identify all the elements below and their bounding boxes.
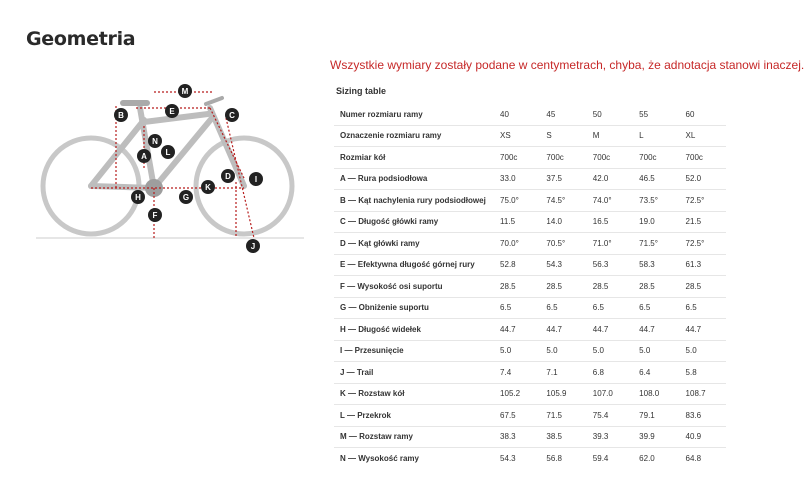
- table-cell: 6.5: [633, 297, 679, 319]
- table-cell: 39.3: [587, 426, 633, 448]
- table-cell: 75.4: [587, 405, 633, 427]
- svg-text:C: C: [229, 111, 235, 120]
- table-cell: 52.8: [494, 254, 540, 276]
- table-cell: 6.5: [494, 297, 540, 319]
- row-label: K — Rozstaw kół: [334, 383, 494, 405]
- table-row: [334, 104, 726, 125]
- table-cell: 67.5: [494, 405, 540, 427]
- table-cell: 46.5: [633, 168, 679, 190]
- table-cell: 39.9: [633, 426, 679, 448]
- table-cell: 71.0°: [587, 233, 633, 255]
- table-cell: XL: [680, 125, 726, 147]
- sizing-table-title: Sizing table: [336, 86, 387, 96]
- svg-text:F: F: [152, 211, 158, 220]
- table-cell: 700c: [633, 147, 679, 169]
- table-cell: 60: [685, 109, 695, 119]
- table-cell: 72.5°: [680, 233, 726, 255]
- table-row: [334, 362, 726, 384]
- table-cell: 52.0: [680, 168, 726, 190]
- table-cell: 700c: [680, 147, 726, 169]
- table-row: [334, 340, 726, 362]
- table-cell: 28.5: [540, 276, 586, 298]
- table-cell: 7.1: [540, 362, 586, 384]
- table-cell: 7.4: [494, 362, 540, 384]
- table-cell: 16.5: [587, 211, 633, 233]
- badge-g: [179, 190, 193, 204]
- table-row: [334, 405, 726, 427]
- table-cell: 19.0: [633, 211, 679, 233]
- badge-c: [225, 108, 239, 122]
- table-cell: 700c: [587, 147, 633, 169]
- table-cell: 700c: [540, 147, 586, 169]
- table-cell: 83.6: [680, 405, 726, 427]
- table-row: [334, 297, 726, 319]
- table-cell: 105.2: [494, 383, 540, 405]
- table-row: [334, 254, 726, 276]
- table-row: [334, 448, 726, 469]
- table-cell: 14.0: [540, 211, 586, 233]
- table-cell: 6.5: [540, 297, 586, 319]
- table-row: [334, 168, 726, 190]
- svg-text:K: K: [205, 183, 211, 192]
- row-label: G — Obniżenie suportu: [334, 297, 494, 319]
- badge-f: [148, 208, 162, 222]
- table-cell: 70.5°: [540, 233, 586, 255]
- badge-d: [221, 169, 235, 183]
- table-cell: 28.5: [494, 276, 540, 298]
- table-cell: 5.0: [633, 340, 679, 362]
- svg-text:A: A: [141, 152, 147, 161]
- svg-text:E: E: [169, 107, 175, 116]
- table-cell: 71.5: [540, 405, 586, 427]
- table-cell: 108.0: [633, 383, 679, 405]
- table-row: [334, 147, 726, 169]
- row-label: C — Długość główki ramy: [334, 211, 494, 233]
- table-cell: 107.0: [587, 383, 633, 405]
- row-label: A — Rura podsiodłowa: [334, 168, 494, 190]
- badge-h: [131, 190, 145, 204]
- table-cell: 59.4: [587, 448, 633, 469]
- svg-text:G: G: [182, 193, 190, 202]
- table-cell: 70.0°: [494, 233, 540, 255]
- geometry-table: [334, 104, 726, 469]
- badge-b: [114, 108, 128, 122]
- table-cell: 72.5°: [680, 190, 726, 212]
- table-cell: 28.5: [587, 276, 633, 298]
- table-cell: 56.8: [540, 448, 586, 469]
- row-label: F — Wysokość osi suportu: [334, 276, 494, 298]
- row-label: B — Kąt nachylenia rury podsiodłowej: [334, 190, 494, 212]
- table-cell: 55: [639, 109, 649, 119]
- svg-text:M: M: [181, 87, 189, 96]
- table-cell: 108.7: [680, 383, 726, 405]
- table-cell: 62.0: [633, 448, 679, 469]
- table-row: [334, 125, 726, 147]
- table-cell: 40.9: [680, 426, 726, 448]
- table-cell: 64.8: [680, 448, 726, 469]
- table-cell: 6.5: [680, 297, 726, 319]
- table-row: [334, 190, 726, 212]
- svg-text:N: N: [152, 137, 158, 146]
- table-cell: 5.0: [680, 340, 726, 362]
- row-label: Oznaczenie rozmiaru ramy: [334, 125, 494, 147]
- table-cell: 6.8: [587, 362, 633, 384]
- table-row: [334, 276, 726, 298]
- table-cell: 105.9: [540, 383, 586, 405]
- table-row: [334, 211, 726, 233]
- table-cell: 38.3: [494, 426, 540, 448]
- row-label: N — Wysokość ramy: [334, 448, 494, 469]
- badge-l: [161, 145, 175, 159]
- row-label: E — Efektywna długość górnej rury: [334, 254, 494, 276]
- table-cell: 44.7: [680, 319, 726, 341]
- badge-m: [178, 84, 192, 98]
- table-cell: 5.8: [680, 362, 726, 384]
- table-cell: 74.5°: [540, 190, 586, 212]
- row-label: D — Kąt główki ramy: [334, 233, 494, 255]
- table-cell: 44.7: [540, 319, 586, 341]
- table-cell: 79.1: [633, 405, 679, 427]
- row-label: I — Przesunięcie: [334, 340, 494, 362]
- table-cell: S: [540, 125, 586, 147]
- row-label: L — Przekrok: [334, 405, 494, 427]
- table-cell: 42.0: [587, 168, 633, 190]
- table-cell: 700c: [494, 147, 540, 169]
- badge-k: [201, 180, 215, 194]
- table-cell: 58.3: [633, 254, 679, 276]
- table-cell: 44.7: [633, 319, 679, 341]
- units-note: Wszystkie wymiary zostały podane w centymetrach, chyba, że adnotacja stanowi inaczej.: [330, 58, 804, 72]
- table-cell: 45: [546, 109, 556, 119]
- badge-e: [165, 104, 179, 118]
- table-cell: 71.5°: [633, 233, 679, 255]
- row-label: H — Długość widełek: [334, 319, 494, 341]
- table-cell: 6.4: [633, 362, 679, 384]
- table-row: [334, 319, 726, 341]
- row-label: M — Rozstaw ramy: [334, 426, 494, 448]
- table-cell: 28.5: [633, 276, 679, 298]
- table-cell: L: [633, 125, 679, 147]
- table-cell: 61.3: [680, 254, 726, 276]
- table-row: [334, 233, 726, 255]
- table-cell: 44.7: [587, 319, 633, 341]
- row-label: J — Trail: [334, 362, 494, 384]
- table-cell: M: [587, 125, 633, 147]
- table-cell: 44.7: [494, 319, 540, 341]
- row-label: Numer rozmiaru ramy: [340, 109, 423, 119]
- badge-a: [137, 149, 151, 163]
- table-cell: 11.5: [494, 211, 540, 233]
- table-cell: 37.5: [540, 168, 586, 190]
- svg-text:J: J: [250, 242, 256, 251]
- table-cell: 6.5: [587, 297, 633, 319]
- table-cell: 5.0: [587, 340, 633, 362]
- table-cell: 54.3: [494, 448, 540, 469]
- svg-text:B: B: [118, 111, 124, 120]
- page-title: Geometria: [26, 28, 136, 50]
- badge-n: [148, 134, 162, 148]
- table-row: [334, 426, 726, 448]
- table-cell: 40: [500, 109, 509, 119]
- table-cell: 50: [592, 109, 602, 119]
- table-cell: 5.0: [540, 340, 586, 362]
- table-cell: 21.5: [680, 211, 726, 233]
- table-cell: 75.0°: [494, 190, 540, 212]
- table-cell: 54.3: [540, 254, 586, 276]
- row-label: Rozmiar kół: [334, 147, 494, 169]
- table-cell: 38.5: [540, 426, 586, 448]
- badge-i: [249, 172, 263, 186]
- svg-text:I: I: [254, 175, 258, 184]
- table-cell: 28.5: [680, 276, 726, 298]
- table-cell: 56.3: [587, 254, 633, 276]
- svg-text:D: D: [225, 172, 231, 181]
- table-cell: 33.0: [494, 168, 540, 190]
- table-cell: 73.5°: [633, 190, 679, 212]
- table-cell: XS: [494, 125, 540, 147]
- table-cell: 5.0: [494, 340, 540, 362]
- table-row: [334, 383, 726, 405]
- svg-text:H: H: [135, 193, 141, 202]
- badge-j: [246, 239, 260, 253]
- svg-text:L: L: [165, 148, 171, 157]
- table-cell: 74.0°: [587, 190, 633, 212]
